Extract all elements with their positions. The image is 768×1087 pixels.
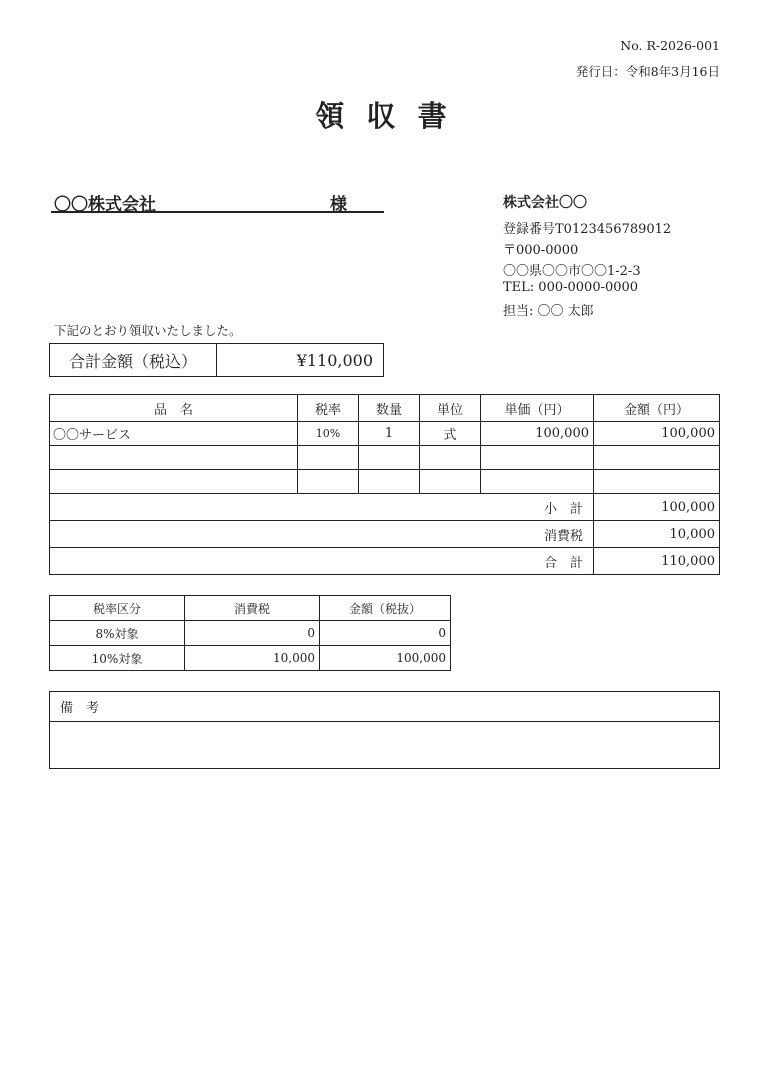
- issue-date: 発行日：令和8年3月16日: [575, 64, 720, 79]
- remarks-box: [49, 691, 720, 769]
- taxable-amount-cell: 0: [320, 621, 451, 646]
- item-tax-rate-cell: [298, 470, 359, 494]
- item-tax-rate-cell: 10%: [298, 422, 359, 446]
- item-unit-price-cell: [481, 470, 594, 494]
- grand-total-value: 110,000: [594, 548, 720, 575]
- table-row: [50, 646, 451, 671]
- grand-total-label: 合 計: [50, 548, 594, 575]
- table-row: [50, 422, 720, 446]
- taxable-amount-cell: 100,000: [320, 646, 451, 671]
- consumption-tax-label: 消費税: [50, 521, 594, 548]
- column-header: 金額（税抜）: [320, 596, 451, 621]
- table-row: [50, 470, 720, 494]
- tax-breakdown-table: [49, 595, 451, 671]
- consumption-tax-value: 10,000: [594, 521, 720, 548]
- receipt-statement: 下記のとおり領収いたしました。: [54, 323, 242, 338]
- item-amount-cell: [594, 470, 720, 494]
- issuer-address: 〇〇県〇〇市〇〇1-2-3: [503, 264, 641, 279]
- item-tax-rate-cell: [298, 446, 359, 470]
- issuer-tel: TEL: 000-0000-0000: [503, 280, 639, 295]
- item-name-cell: [50, 446, 298, 470]
- receipt-number: No. R-2026-001: [620, 38, 720, 53]
- item-unit-price-cell: 100,000: [481, 422, 594, 446]
- items-header-row: [50, 395, 720, 422]
- item-unit-cell: [420, 446, 481, 470]
- item-unit-price-cell: [481, 446, 594, 470]
- issuer-name: 株式会社〇〇: [503, 195, 587, 211]
- total-amount-box: [49, 343, 384, 377]
- subtotal-label: 小 計: [50, 494, 594, 521]
- item-amount-cell: [594, 446, 720, 470]
- column-header: 税率区分: [50, 596, 185, 621]
- grand-total-row: [50, 548, 720, 575]
- page-title: 領 収 書: [315, 99, 453, 133]
- remarks-content: [50, 722, 720, 769]
- total-amount-label: 合計金額（税込）: [50, 344, 217, 377]
- column-header: 品 名: [50, 395, 298, 422]
- column-header: 税率: [298, 395, 359, 422]
- consumption-tax-row: [50, 521, 720, 548]
- recipient-honorific: 様: [330, 195, 347, 215]
- table-row: [50, 621, 451, 646]
- recipient-name: 〇〇株式会社: [54, 195, 156, 215]
- remarks-label: 備 考: [50, 692, 720, 722]
- item-quantity-cell: [359, 470, 420, 494]
- issuer-registration: 登録番号T0123456789012: [503, 222, 672, 237]
- subtotal-row: [50, 494, 720, 521]
- total-amount-value: ¥110,000: [217, 344, 384, 377]
- item-unit-cell: [420, 470, 481, 494]
- item-name-cell: [50, 470, 298, 494]
- item-unit-cell: 式: [420, 422, 481, 446]
- item-amount-cell: 100,000: [594, 422, 720, 446]
- tax-amount-cell: 0: [185, 621, 320, 646]
- tax-header-row: [50, 596, 451, 621]
- item-name-cell: 〇〇サービス: [50, 422, 298, 446]
- tax-category-cell: 10%対象: [50, 646, 185, 671]
- column-header: 金額（円）: [594, 395, 720, 422]
- tax-category-cell: 8%対象: [50, 621, 185, 646]
- table-row: [50, 446, 720, 470]
- tax-amount-cell: 10,000: [185, 646, 320, 671]
- subtotal-value: 100,000: [594, 494, 720, 521]
- issuer-contact: 担当: 〇〇 太郎: [503, 304, 594, 319]
- column-header: 数量: [359, 395, 420, 422]
- column-header: 単位: [420, 395, 481, 422]
- column-header: 単価（円）: [481, 395, 594, 422]
- issuer-postal: 〒000-0000: [503, 243, 579, 258]
- item-quantity-cell: 1: [359, 422, 420, 446]
- column-header: 消費税: [185, 596, 320, 621]
- item-quantity-cell: [359, 446, 420, 470]
- items-table: [49, 394, 720, 575]
- recipient-underline: [51, 211, 384, 213]
